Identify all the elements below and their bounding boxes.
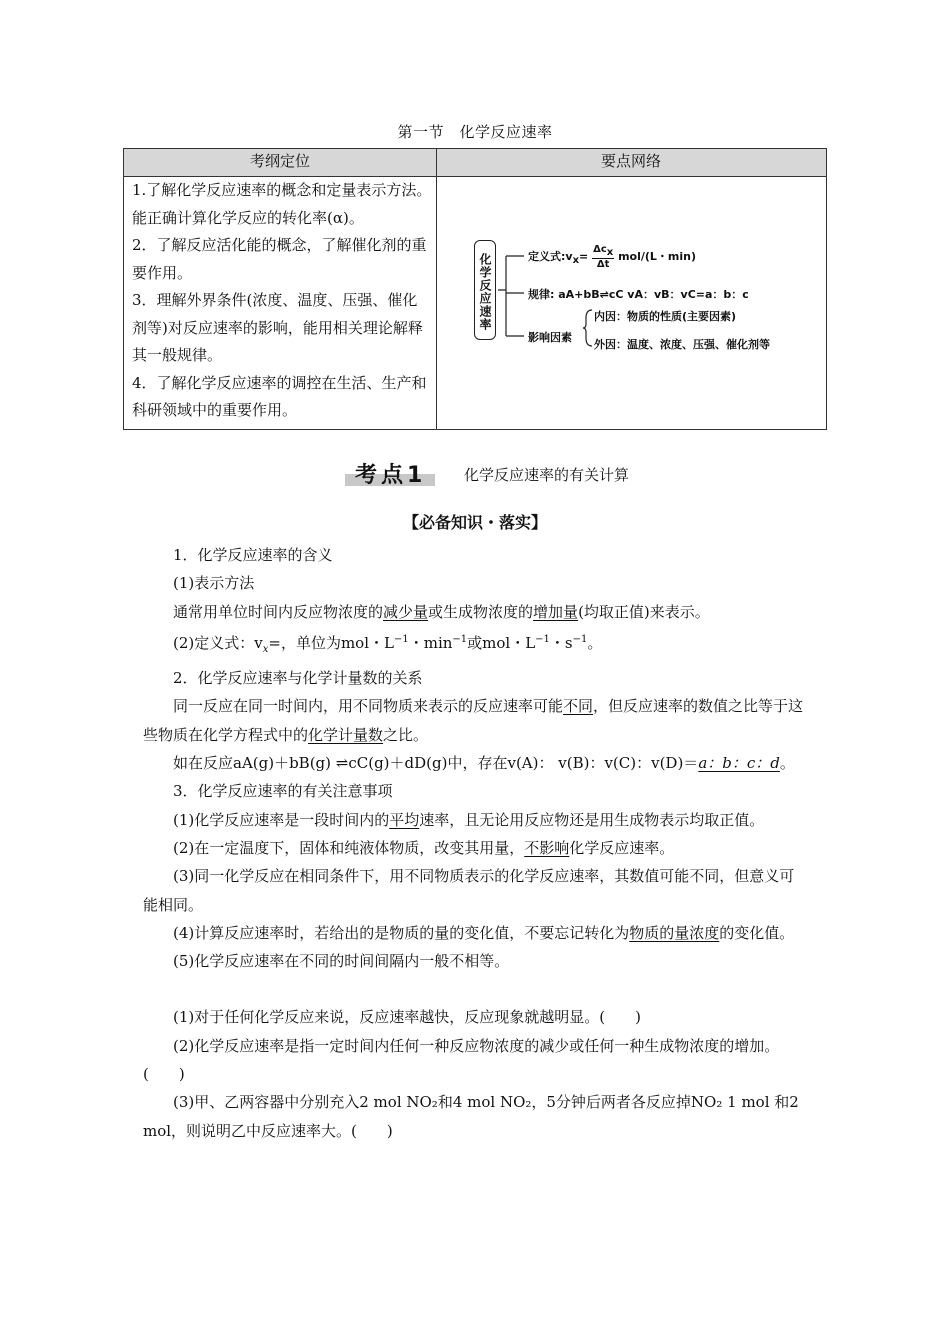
paragraph: 1．化学反应速率的含义 — [173, 546, 333, 564]
paragraph: 2．化学反应速率与化学计量数的关系 — [173, 669, 423, 688]
objectives-list — [132, 177, 432, 425]
section-badge: 考点1 — [345, 458, 435, 488]
column-divider — [436, 149, 437, 429]
mind-map-root: 化学反应速率 — [474, 240, 496, 340]
quiz-item: (2)化学反应速率是指一定时间内任何一种反应物浓度的减少或任何一种生成物浓度的增加。( ) — [143, 1036, 780, 1084]
paragraph: (4)计算反应速率时，若给出的是物质的量的变化值，不要忘记转化为物质的量浓度的变化值。 — [173, 923, 795, 942]
objective-item: 2．了解反应活化能的概念，了解催化剂的重要作用。 — [132, 236, 427, 282]
mind-map-definition: 定义式$:v_x=$ $\frac{\Delta c_x}{\Delta t}$ mol/(L・min) — [528, 244, 696, 270]
brace-icon — [582, 308, 594, 348]
objective-item: 3．理解外界条件(浓度、温度、压强、催化剂等)对反应速率的影响，能用相关理论解释其一般规律。 — [132, 291, 423, 364]
objective-item: 1.了解化学反应速率的概念和定量表示方法。能正确计算化学反应的转化率(α)。 — [132, 181, 432, 227]
quiz-item: (1)对于任何化学反应来说，反应速率越快，反应现象就越明显。( ) — [173, 1008, 641, 1027]
objective-item: 4．了解化学反应速率的调控在生活、生产和科研领域中的重要作用。 — [132, 373, 427, 419]
paragraph: (2)在一定温度下，固体和纯液体物质，改变其用量，不影响化学反应速率。 — [173, 838, 675, 857]
paragraph: 如在反应aA(g)＋bB(g) ⇌cC(g)＋dD(g)中，存在v(A)： v(B)：v(C)：v(D)＝a：b：c：d。 — [173, 754, 795, 773]
section-title: 化学反应速率的有关计算 — [464, 466, 630, 484]
mind-map-internal: 内因：物质的性质(主要因素) — [594, 310, 737, 323]
table-header — [124, 149, 826, 177]
paragraph: (5)化学反应速率在不同的时间间隔内一般不相等。 — [173, 952, 510, 971]
col-header-objectives: 考纲定位 — [249, 152, 310, 170]
paragraph: (1)表示方法 — [173, 574, 255, 593]
content-body — [143, 541, 808, 1145]
paragraph: (1)化学反应速率是一段时间内的平均速率，且无论用反应物还是用生成物表示均取正值。 — [173, 810, 765, 829]
page-title: 第一节 化学反应速率 — [397, 123, 553, 141]
mind-map-rule: 规律: aA+bB⇌cC vA：vB：vC=a：b：c — [528, 288, 749, 301]
paragraph: 3．化学反应速率的有关注意事项 — [173, 782, 393, 801]
mind-map-connectors — [496, 238, 526, 348]
col-header-network: 要点网络 — [600, 152, 661, 170]
paragraph: (2)定义式：$v_x=$，单位为mol・$L^{-1}$・$\min^{-1}$或mol・$L^{-1}$・$s^{-1}$。 — [173, 633, 603, 655]
paragraph: 同一反应在同一时间内，用不同物质来表示的反应速率可能不同，但反应速率的数值之比等于这些物质在化学方程式中的化学计量数之比。 — [143, 697, 804, 744]
mind-map-external: 外因：温度、浓度、压强、催化剂等 — [594, 338, 770, 351]
quiz-item: (3)甲、乙两容器中分别充入2 mol NO₂和4 mol NO₂，5分钟后两者各反应掉NO₂ 1 mol 和2 mol，则说明乙中反应速率大。( ) — [143, 1093, 799, 1140]
mind-map — [474, 238, 814, 351]
paragraph: 通常用单位时间内反应物浓度的减少量或生成物浓度的增加量(均取正值)来表示。 — [173, 602, 710, 621]
mind-map-factors: 影响因素 — [528, 331, 572, 344]
paragraph: (3)同一化学反应在相同条件下，用不同物质表示的化学反应速率，其数值可能不同，但意义可能相同。 — [143, 867, 795, 914]
subheading: 【必备知识・落实】 — [402, 513, 547, 532]
